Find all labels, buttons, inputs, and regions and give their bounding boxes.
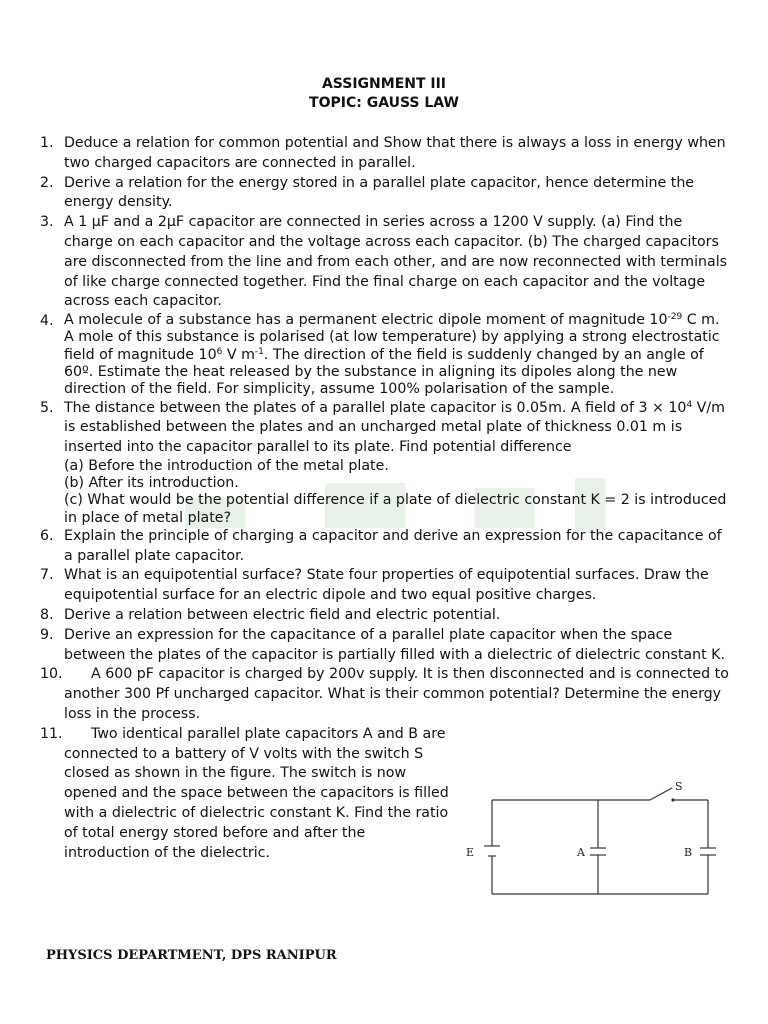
question-text: Derive a relation for the energy stored in a parallel plate capacitor, hence determine the energy density.: [64, 174, 695, 211]
assignment-title: ASSIGNMENT III: [321, 76, 447, 92]
question-number: 3.: [40, 214, 54, 231]
question-number: 6.: [40, 527, 54, 544]
footer-department: PHYSICS DEPARTMENT, DPS RANIPUR: [46, 948, 337, 963]
question-9: [40, 626, 730, 666]
question-2: [40, 174, 730, 214]
question-number: 10.: [40, 666, 63, 683]
capacitor-b-symbol: [700, 848, 716, 855]
sub-question-b: (b) After its introduction.: [64, 475, 239, 492]
sub-question-c: (c) What would be the potential difference if a plate of dielectric constant K = 2 is introduced in place of metal plate?: [64, 492, 727, 526]
switch-label: S: [675, 780, 683, 793]
question-text: Explain the principle of charging a capacitor and derive an expression for the capacitance of a parallel plate capacitor.: [64, 527, 722, 564]
question-number: 5.: [40, 399, 54, 416]
question-1: [40, 134, 730, 174]
question-list: [40, 134, 730, 863]
question-number: 11.: [40, 725, 63, 742]
question-text: Derive an expression for the capacitance of a parallel plate capacitor when the space between the plates of the capacitor is partially filled with a dielectric of dielectric constant K.: [64, 626, 726, 663]
question-10: [40, 665, 730, 724]
question-6: [40, 527, 730, 567]
capacitor-a-symbol: [590, 848, 606, 855]
question-text: Deduce a relation for common potential and Show that there is always a loss in energy when two charged capacitors are connected in parallel.: [64, 135, 726, 171]
sub-question-a: (a) Before the introduction of the metal plate.: [64, 458, 389, 475]
question-text: What is an equipotential surface? State four properties of equipotential surfaces. Draw the equipotential surface for an electric dipole and two equal positive charges.: [64, 567, 709, 604]
question-text: A 600 pF capacitor is charged by 200v supply. It is then disconnected and is connected to another 300 Pf uncharged capacitor. What is their common potential? Determine the energy loss in the process.: [64, 666, 729, 723]
question-number: 2.: [40, 174, 54, 191]
question-7: [40, 566, 730, 606]
question-text: Derive a relation between electric field and electric potential.: [64, 607, 501, 624]
question-number: 4.: [40, 313, 54, 330]
capacitor-b-label: B: [684, 846, 693, 859]
question-5: [40, 399, 730, 527]
capacitor-a-label: A: [577, 846, 585, 859]
question-3: [40, 213, 730, 312]
question-number: 9.: [40, 626, 54, 643]
question-number: 1.: [40, 135, 54, 151]
question-number: 8.: [40, 607, 54, 624]
question-text: A 1 μF and a 2μF capacitor are connected in series across a 1200 V supply. (a) Find the charge on each capacitor and the voltage across each capacitor. (b) The charged capacitors are disconnected from the line and from each other, and are now reconnected with terminals of like charge connected together. Find the final charge on each capacitor and the voltage across each capacitor.: [64, 214, 728, 310]
question-4: [40, 312, 730, 398]
question-8: [40, 606, 730, 626]
question-text: Two identical parallel plate capacitors A and B are connected to a battery of V volts with the switch S closed as shown in the figure. The switch is now opened and the space between the capacitors is filled with a dielectric of dielectric constant K. Find the ratio of total energy stored before and after the introduction of the dielectric.: [64, 725, 449, 861]
assignment-topic: TOPIC: GAUSS LAW: [309, 95, 459, 111]
battery-symbol: [484, 846, 500, 856]
switch-contact: [671, 798, 674, 801]
question-number: 7.: [40, 567, 54, 584]
question-11: [40, 725, 452, 864]
question-text: A molecule of a substance has a permanent electric dipole moment of magnitude $10^{-29}$ C m. A mole of this substance is polarised (at low temperature) by applying a strong electrostatic field of magnitude $10^6$ V $m^{-1}$. The direction of the field is suddenly changed by an angle of 60º. Estimate the heat released by the substance in aligning its dipoles along the new direction of the field. For simplicity, assume 100% polarisation of the sample.: [64, 312, 720, 398]
battery-label: E: [466, 846, 475, 859]
capacitor-circuit-diagram: [462, 776, 728, 900]
question-text: The distance between the plates of a parallel plate capacitor is 0.05m. A field of $3 \times 10^4$ V/m is established between the plates and an uncharged metal plate of thickness 0.01 m is inserted into the capacitor parallel to its plate. Find potential difference (a) Before the introduction of the metal plate. (b) After its introduction. (c) What would be the potential difference if a plate of dielectric constant K = 2 is introduced in place of metal plate?: [64, 399, 730, 527]
